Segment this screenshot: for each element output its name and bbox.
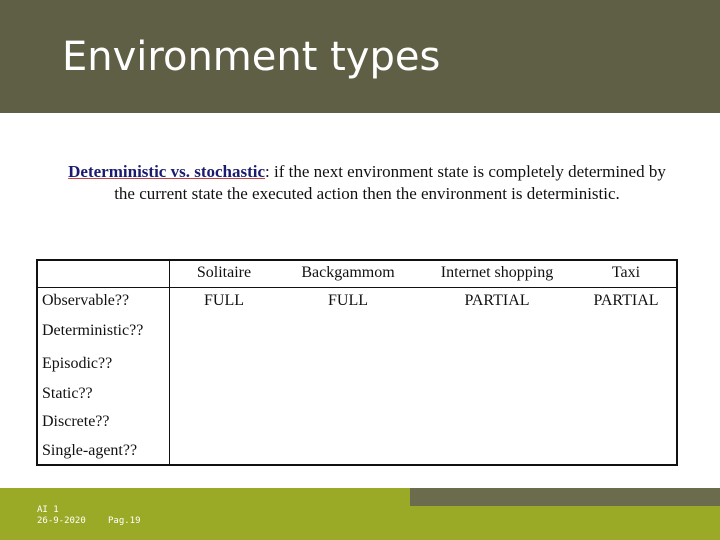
cell-observable-taxi: PARTIAL	[593, 292, 659, 309]
footer-course: AI 1	[37, 505, 59, 515]
column-header-internet-shopping: Internet shopping	[440, 264, 554, 281]
row-label-observable: Observable??	[42, 292, 130, 309]
column-header-taxi: Taxi	[611, 264, 641, 281]
cell-observable-solitaire: FULL	[204, 292, 244, 309]
footer-date: 26-9-2020	[37, 516, 86, 526]
description-term: Deterministic vs. stochastic	[68, 162, 266, 181]
row-label-episodic: Episodic??	[42, 355, 113, 372]
header-divider	[36, 287, 678, 288]
description-text: : if the next environment state is completely determined by the current state the executed action then the environment is deterministic.	[114, 162, 666, 203]
row-label-static: Static??	[42, 385, 93, 402]
slide-title: Environment types	[62, 34, 441, 80]
cell-observable-backgammon: FULL	[328, 292, 368, 309]
column-header-backgammon: Backgammom	[301, 264, 395, 281]
column-header-solitaire: Solitaire	[196, 264, 252, 281]
description	[60, 161, 674, 205]
row-label-deterministic: Deterministic??	[42, 322, 144, 339]
row-label-discrete: Discrete??	[42, 413, 110, 430]
row-label-single-agent: Single-agent??	[42, 442, 138, 459]
cell-observable-internet-shopping: PARTIAL	[464, 292, 530, 309]
footer-accent-bar	[410, 488, 720, 506]
footer-page-number: Pag.19	[108, 516, 141, 526]
